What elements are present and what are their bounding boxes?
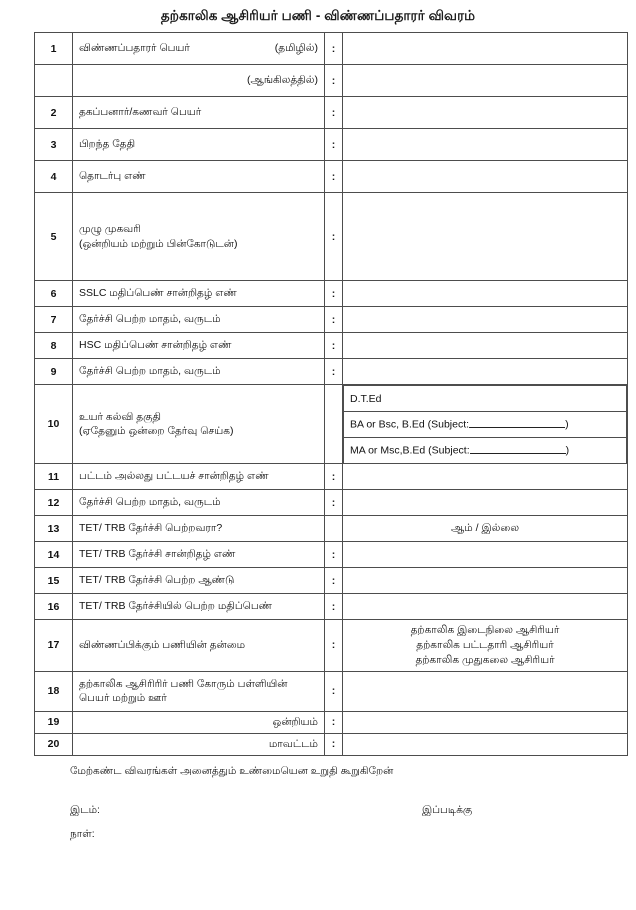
- row-value-field[interactable]: [343, 711, 628, 733]
- row-value-field[interactable]: [343, 733, 628, 755]
- row-value-field[interactable]: [343, 129, 628, 161]
- colon-separator: :: [325, 733, 343, 755]
- row-value-field[interactable]: [343, 333, 628, 359]
- row-label-line2: பெயர் மற்றும் ஊர்: [79, 692, 167, 705]
- row-number: 5: [35, 193, 73, 281]
- row-number: 13: [35, 516, 73, 542]
- row-number: 18: [35, 671, 73, 711]
- row-number: 11: [35, 464, 73, 490]
- declaration-text: மேற்கண்ட விவரங்கள் அனைத்தும் உண்மையென உறுதி கூறுகிறேன்: [70, 764, 394, 777]
- colon-separator: :: [325, 129, 343, 161]
- row-number: [35, 65, 73, 97]
- tet-trb-yes-no-options[interactable]: ஆம் / இல்லை: [343, 516, 628, 542]
- option-label-suffix: ): [565, 444, 570, 457]
- row-label-text: விண்ணப்பதாரர் பெயர்: [79, 42, 190, 55]
- row-label: [73, 65, 325, 97]
- row-label-line2: (ஒன்றியம் மற்றும் பின்கோடுடன்): [79, 237, 238, 250]
- table-row: [35, 193, 628, 281]
- table-row: [35, 542, 628, 568]
- row-label-qualifier: (ஆங்கிலத்தில்): [247, 74, 318, 87]
- table-row: [35, 385, 628, 464]
- row-label: SSLC மதிப்பெண் சான்றிதழ் எண்: [73, 281, 325, 307]
- row-number: 6: [35, 281, 73, 307]
- row-number: 10: [35, 385, 73, 464]
- colon-separator: :: [325, 33, 343, 65]
- row-value-field[interactable]: [343, 671, 628, 711]
- row-number: 2: [35, 97, 73, 129]
- option-label: D.T.Ed: [350, 392, 382, 405]
- colon-separator: :: [325, 333, 343, 359]
- row-label: விண்ணப்பிக்கும் பணியின் தன்மை: [73, 620, 325, 672]
- row-label: தேர்ச்சி பெற்ற மாதம், வருடம்: [73, 490, 325, 516]
- row-label: [73, 733, 325, 755]
- post-type-option-postgraduate[interactable]: தற்காலிக முதுகலை ஆசிரியர்: [415, 653, 555, 666]
- date-label: நாள்:: [70, 827, 95, 840]
- row-number: 19: [35, 711, 73, 733]
- row-value-field[interactable]: [343, 568, 628, 594]
- row-value-field[interactable]: [343, 594, 628, 620]
- table-row: [35, 65, 628, 97]
- option-label-suffix: ): [565, 418, 569, 431]
- row-label: [73, 385, 325, 464]
- row-number: 7: [35, 307, 73, 333]
- table-row: [35, 129, 628, 161]
- post-type-option-secondary[interactable]: தற்காலிக இடைநிலை ஆசிரியர்: [410, 624, 560, 636]
- colon-separator: :: [325, 307, 343, 333]
- yours-faithfully-label: இப்படிக்கு: [422, 803, 473, 816]
- colon-separator: :: [325, 464, 343, 490]
- colon-separator: :: [325, 542, 343, 568]
- row-number: 4: [35, 161, 73, 193]
- row-number: 16: [35, 594, 73, 620]
- row-label: பட்டம் அல்லது பட்டயச் சான்றிதழ் எண்: [73, 464, 325, 490]
- row-label: TET/ TRB தேர்ச்சியில் பெற்ற மதிப்பெண்: [73, 594, 325, 620]
- table-row: [35, 594, 628, 620]
- colon-separator: [325, 516, 343, 542]
- colon-separator: :: [325, 568, 343, 594]
- table-row: [35, 359, 628, 385]
- table-row: [35, 307, 628, 333]
- row-label-qualifier: (தமிழில்): [274, 42, 318, 55]
- row-number: 12: [35, 490, 73, 516]
- place-line: [70, 804, 570, 817]
- row-number: 1: [35, 33, 73, 65]
- colon-separator: :: [325, 65, 343, 97]
- row-label: [73, 711, 325, 733]
- subject-blank-line[interactable]: [469, 418, 565, 428]
- colon-separator: :: [325, 193, 343, 281]
- row-value-field[interactable]: [343, 193, 628, 281]
- row-value-field[interactable]: [343, 490, 628, 516]
- row-number: 8: [35, 333, 73, 359]
- row-label: தகப்பனார்/கணவர் பெயர்: [73, 97, 325, 129]
- option-label: BA or Bsc, B.Ed (Subject:: [350, 418, 470, 431]
- row-value-field[interactable]: [343, 65, 628, 97]
- row-label: TET/ TRB தேர்ச்சி சான்றிதழ் எண்: [73, 542, 325, 568]
- table-row: [35, 516, 628, 542]
- row-value-field[interactable]: [343, 281, 628, 307]
- row-value-field[interactable]: [343, 359, 628, 385]
- row-number: 3: [35, 129, 73, 161]
- row-value-field[interactable]: [343, 161, 628, 193]
- colon-separator: :: [325, 594, 343, 620]
- row-label-line1: தற்காலிக ஆசிரிரிர் பணி கோரும் பள்ளியின்: [79, 677, 288, 690]
- table-row: [35, 464, 628, 490]
- education-option-row[interactable]: [344, 386, 627, 412]
- colon-separator: :: [325, 359, 343, 385]
- colon-separator: :: [325, 620, 343, 672]
- row-label: [73, 33, 325, 65]
- row-label-line2: (ஏதேனும் ஒன்றை தேர்வு செய்க): [79, 425, 234, 437]
- table-row: [35, 333, 628, 359]
- table-row: [35, 733, 628, 755]
- place-label: இடம்:: [70, 803, 100, 816]
- row-value-field[interactable]: [343, 464, 628, 490]
- signature-block: [70, 804, 570, 841]
- row-label: TET/ TRB தேர்ச்சி பெற்ற ஆண்டு: [73, 568, 325, 594]
- option-label: MA or Msc,B.Ed (Subject:: [350, 444, 470, 457]
- education-option-ba-bsc-bed[interactable]: [344, 412, 627, 438]
- table-row: [35, 711, 628, 733]
- row-value-field[interactable]: [343, 542, 628, 568]
- row-label: [73, 193, 325, 281]
- education-option-row[interactable]: [344, 412, 627, 438]
- row-label-text: ஒன்றியம்: [272, 715, 318, 728]
- table-row: [35, 33, 628, 65]
- page-title: தற்காலிக ஆசிரியர் பணி - விண்ணப்பதாரர் விவரம்: [160, 8, 476, 23]
- table-row: [35, 568, 628, 594]
- table-row: [35, 97, 628, 129]
- table-row: [35, 161, 628, 193]
- table-row: [35, 671, 628, 711]
- row-number: 20: [35, 733, 73, 755]
- row-label: தொடர்பு எண்: [73, 161, 325, 193]
- education-options-cell: [343, 385, 628, 464]
- post-type-options: [343, 620, 628, 672]
- colon-separator: :: [325, 161, 343, 193]
- applicant-details-table: [34, 32, 628, 756]
- row-label-line1: முழு முகவரி: [79, 223, 141, 236]
- row-number: 9: [35, 359, 73, 385]
- education-option-dted[interactable]: [344, 386, 627, 412]
- subject-blank-line[interactable]: [470, 444, 566, 454]
- table-row: [35, 620, 628, 672]
- row-label: HSC மதிப்பெண் சான்றிதழ் எண்: [73, 333, 325, 359]
- row-label: [73, 671, 325, 711]
- table-row: [35, 490, 628, 516]
- row-value-field[interactable]: [343, 307, 628, 333]
- date-line: [70, 828, 570, 841]
- education-options-table: [343, 385, 627, 463]
- post-type-option-graduate[interactable]: தற்காலிக பட்டதாரி ஆசிரியர்: [416, 638, 554, 651]
- row-number: 14: [35, 542, 73, 568]
- colon-separator: :: [325, 97, 343, 129]
- colon-separator: :: [325, 281, 343, 307]
- colon-separator: :: [325, 490, 343, 516]
- colon-separator: :: [325, 671, 343, 711]
- row-label-line1: உயர் கல்வி தகுதி: [79, 410, 161, 423]
- row-label: TET/ TRB தேர்ச்சி பெற்றவரா?: [73, 516, 325, 542]
- colon-separator: [325, 385, 343, 464]
- row-label: தேர்ச்சி பெற்ற மாதம், வருடம்: [73, 307, 325, 333]
- education-option-row[interactable]: [344, 438, 627, 464]
- row-value-field[interactable]: [343, 97, 628, 129]
- row-number: 15: [35, 568, 73, 594]
- row-number: 17: [35, 620, 73, 672]
- row-label: பிறந்த தேதி: [73, 129, 325, 161]
- education-option-ma-msc-bed[interactable]: [344, 438, 627, 464]
- row-label-text: மாவட்டம்: [268, 737, 318, 750]
- row-value-field[interactable]: [343, 33, 628, 65]
- table-row: [35, 281, 628, 307]
- row-label: தேர்ச்சி பெற்ற மாதம், வருடம்: [73, 359, 325, 385]
- colon-separator: :: [325, 711, 343, 733]
